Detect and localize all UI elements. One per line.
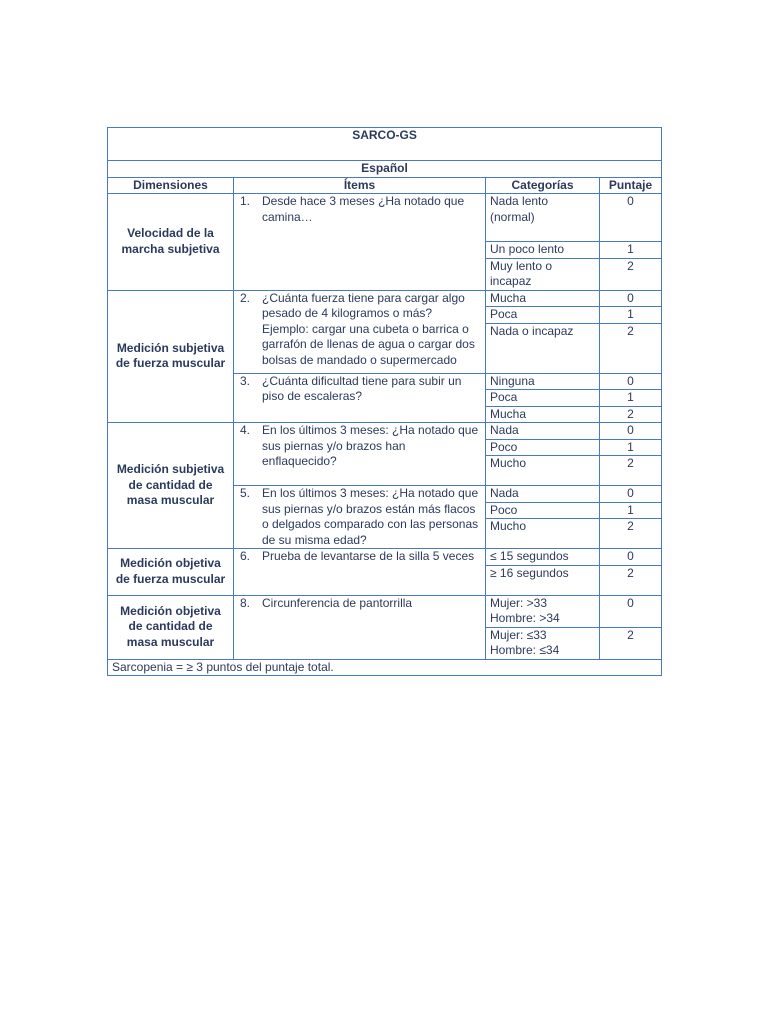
category-cell: Nada — [486, 486, 600, 503]
item-number: 1. — [240, 194, 251, 208]
item-number: 6. — [240, 549, 251, 563]
dimension-cell: Medición objetiva de fuerza muscular — [108, 549, 234, 596]
score-cell: 2 — [600, 456, 662, 486]
score-cell: 2 — [600, 258, 662, 290]
item-cell — [234, 423, 486, 486]
score-cell: 2 — [600, 323, 662, 373]
category-cell: Nada lento (normal) — [486, 194, 600, 242]
score-cell: 2 — [600, 519, 662, 549]
item-number: 5. — [240, 486, 251, 500]
item-cell — [234, 290, 486, 373]
category-cell: Ninguna — [486, 373, 600, 390]
category-cell: Un poco lento — [486, 242, 600, 259]
item-text: Circunferencia de pantorrilla — [262, 595, 413, 610]
header-categories: Categorías — [486, 177, 600, 194]
score-cell: 0 — [600, 549, 662, 566]
item-number: 8. — [240, 595, 251, 610]
item-cell — [234, 373, 486, 423]
score-cell: 0 — [600, 595, 662, 627]
category-cell: Poco — [486, 502, 600, 519]
item-text: Desde hace 3 meses ¿Ha notado que camina… — [262, 194, 465, 224]
category-cell: Poco — [486, 439, 600, 456]
item-number: 4. — [240, 423, 251, 437]
header-dimensions: Dimensiones — [108, 177, 234, 194]
item-text: Prueba de levantarse de la silla 5 veces — [262, 549, 475, 563]
dimension-cell: Medición objetiva de cantidad de masa muscular — [108, 595, 234, 659]
item-text: ¿Cuánta fuerza tiene para cargar algo pesado de 4 kilogramos o más? Ejemplo: cargar una cubeta o barrica o garrafón de llenas de agua o cargar dos bolsas de mandado o supermercado — [262, 290, 475, 367]
item-text: ¿Cuánta dificultad tiene para subir un piso de escaleras? — [262, 373, 462, 403]
category-cell: Poca — [486, 307, 600, 324]
category-cell: Poca — [486, 390, 600, 407]
category-cell: ≥ 16 segundos — [486, 565, 600, 595]
score-cell: 2 — [600, 565, 662, 595]
score-cell: 1 — [600, 439, 662, 456]
item-cell — [234, 486, 486, 549]
score-cell: 0 — [600, 423, 662, 440]
category-cell: ≤ 15 segundos — [486, 549, 600, 566]
score-cell: 1 — [600, 390, 662, 407]
dimension-cell: Medición subjetiva de cantidad de masa muscular — [108, 423, 234, 549]
item-text: En los últimos 3 meses: ¿Ha notado que sus piernas y/o brazos han enflaquecido? — [262, 423, 479, 468]
language-label: Español — [108, 161, 662, 178]
category-cell: Muy lento o incapaz — [486, 258, 600, 290]
score-cell: 0 — [600, 373, 662, 390]
category-cell: Mucho — [486, 519, 600, 549]
item-cell — [234, 549, 486, 596]
category-cell: Mujer: ≤33 Hombre: ≤34 — [486, 627, 600, 659]
score-cell: 0 — [600, 290, 662, 307]
category-cell: Mucha — [486, 290, 600, 307]
category-cell: Nada o incapaz — [486, 323, 600, 373]
score-cell: 2 — [600, 627, 662, 659]
score-cell: 2 — [600, 406, 662, 423]
score-cell: 0 — [600, 486, 662, 503]
item-number: 2. — [240, 290, 251, 305]
item-text: En los últimos 3 meses: ¿Ha notado que sus piernas y/o brazos están más flacos o delgados comparado con las personas de su misma edad? — [262, 486, 479, 547]
category-cell: Nada — [486, 423, 600, 440]
item-cell — [234, 194, 486, 291]
score-cell: 1 — [600, 242, 662, 259]
score-cell: 1 — [600, 502, 662, 519]
category-cell: Mujer: >33 Hombre: >34 — [486, 595, 600, 627]
score-cell: 1 — [600, 307, 662, 324]
header-score: Puntaje — [600, 177, 662, 194]
dimension-cell: Velocidad de la marcha subjetiva — [108, 194, 234, 291]
dimension-cell: Medición subjetiva de fuerza muscular — [108, 290, 234, 423]
footer-note: Sarcopenia = ≥ 3 puntos del puntaje total. — [108, 659, 662, 676]
sarco-gs-table — [107, 127, 662, 676]
header-items: Ítems — [234, 177, 486, 194]
table-title: SARCO-GS — [108, 128, 662, 161]
category-cell: Mucha — [486, 406, 600, 423]
category-cell: Mucho — [486, 456, 600, 486]
score-cell: 0 — [600, 194, 662, 242]
item-number: 3. — [240, 373, 251, 388]
item-cell — [234, 595, 486, 659]
